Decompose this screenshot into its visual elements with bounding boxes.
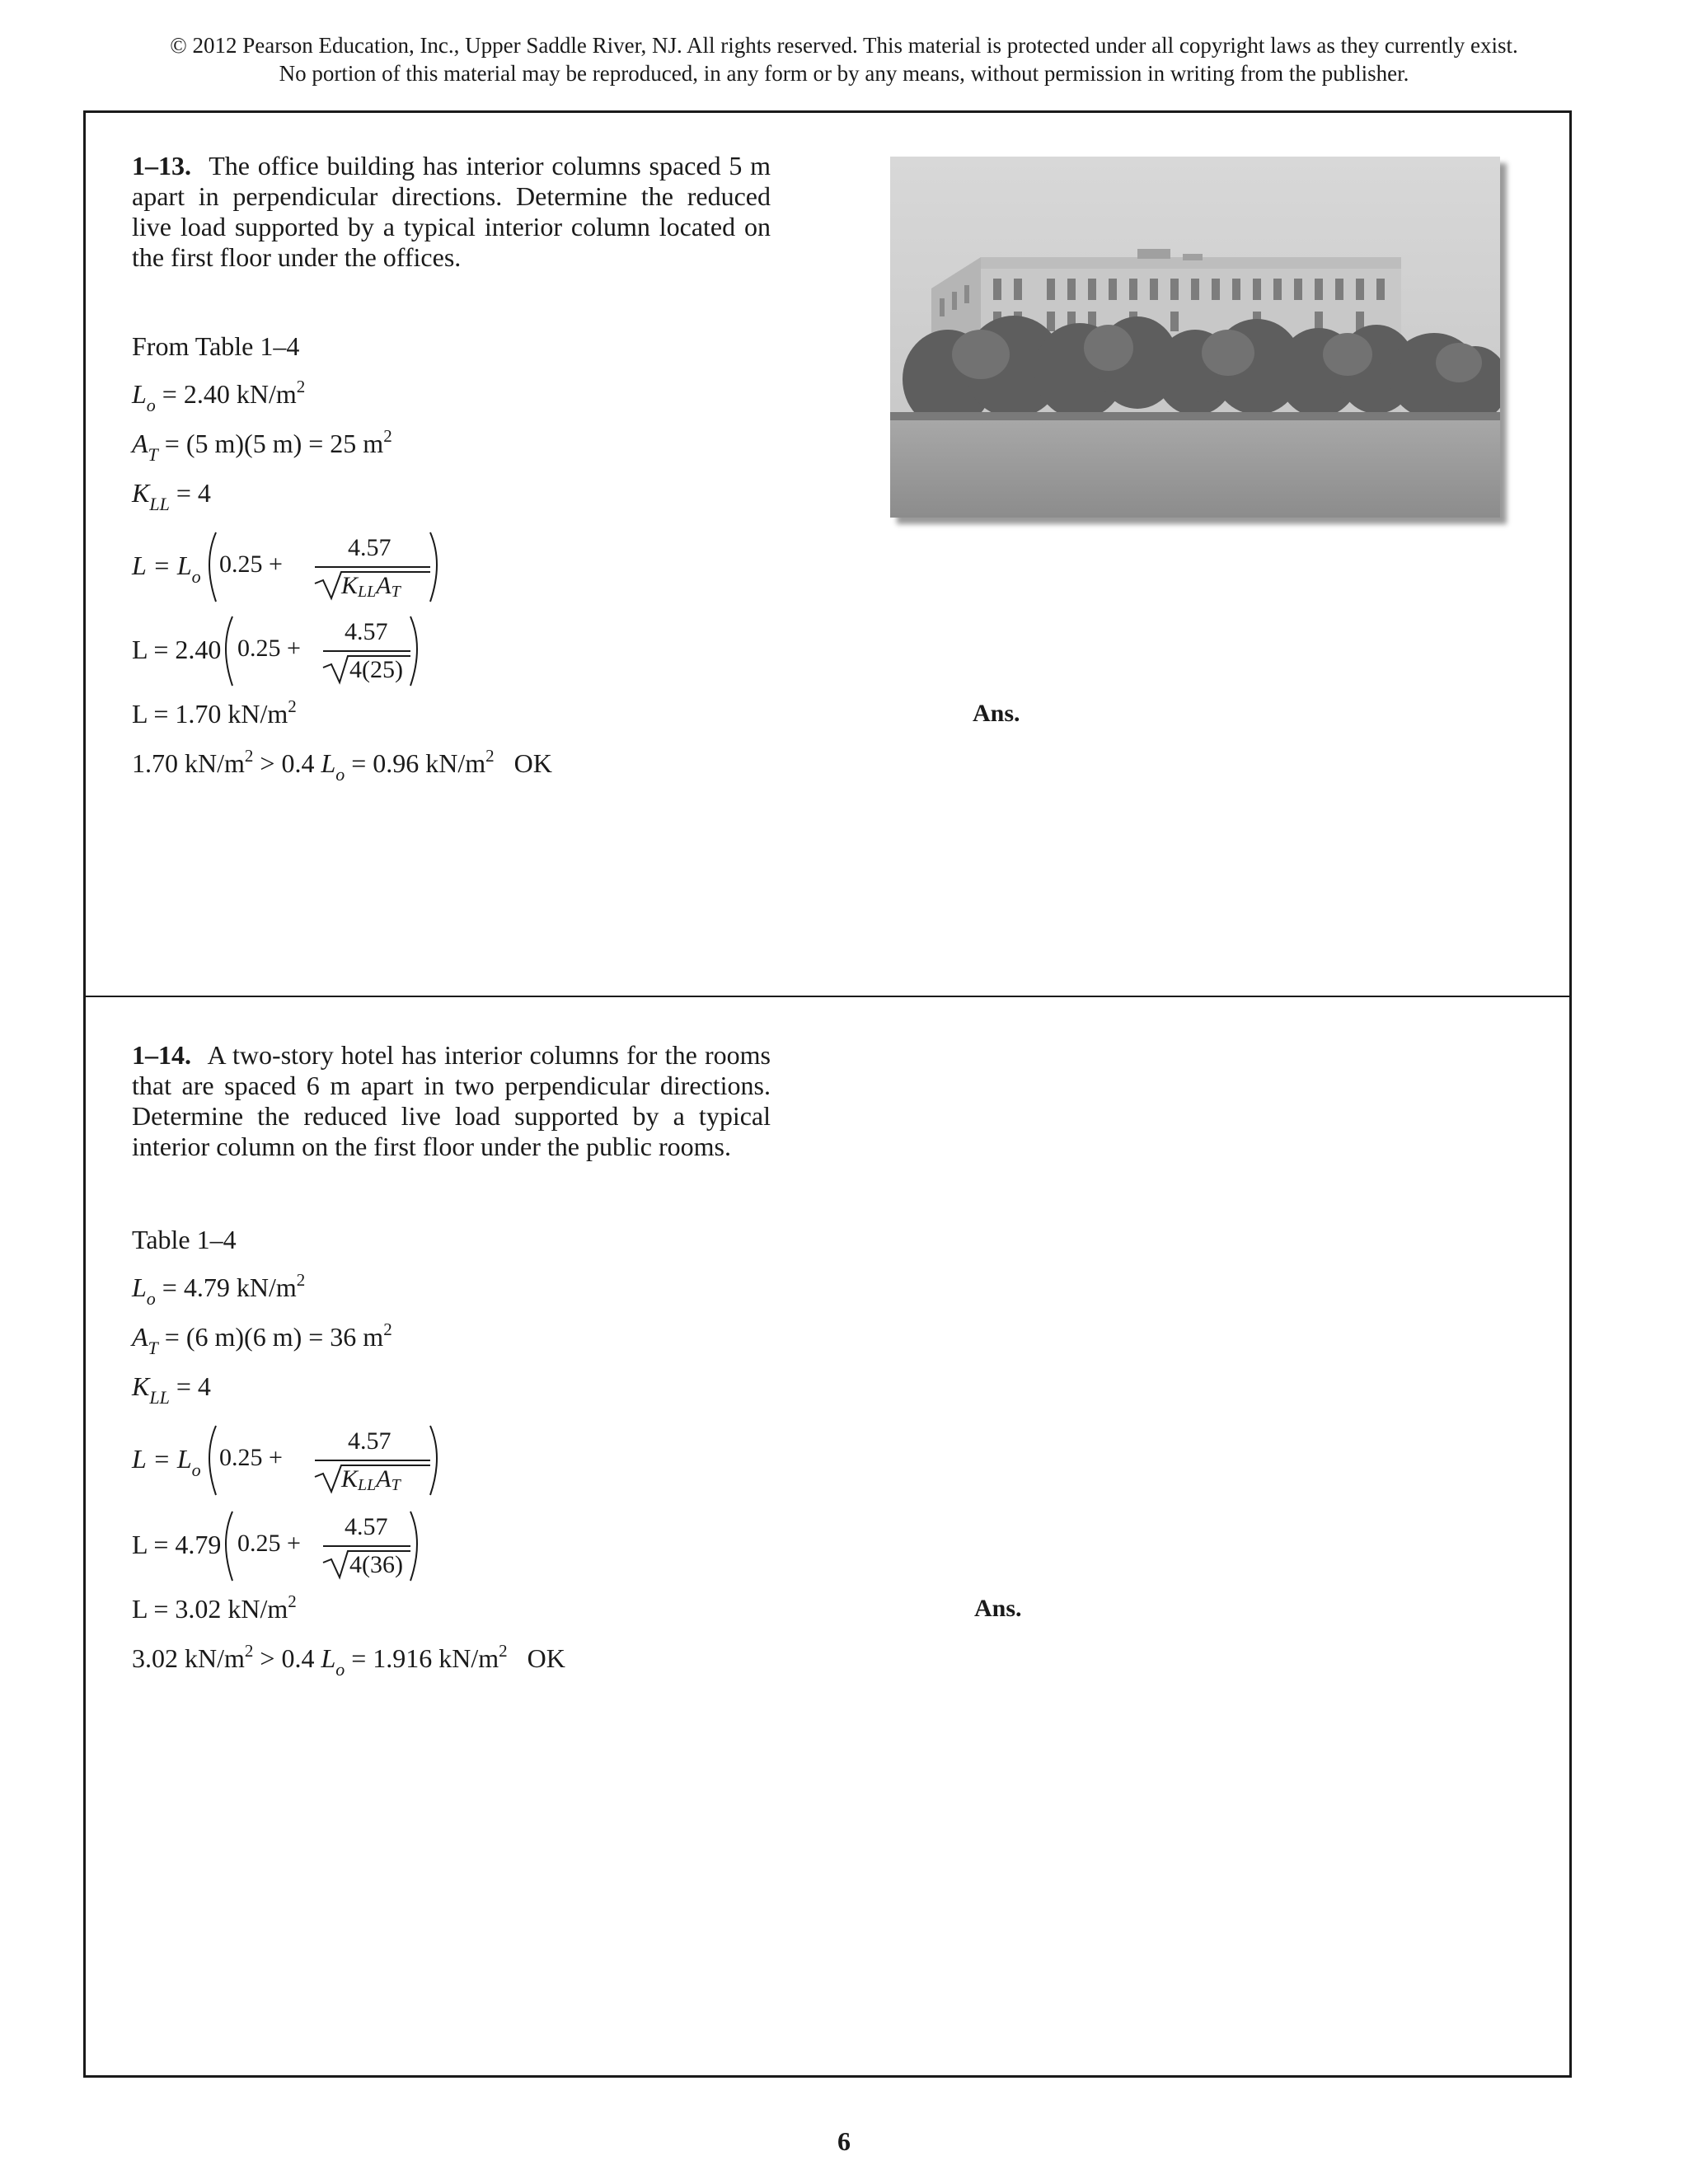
- problem-number: 1–13.: [132, 151, 191, 180]
- substituted-formula: L = 4.79 0.25 + 4.57 4(36): [132, 1505, 478, 1587]
- reduced-load-formula: $L = L_o$ 0.25 + 4.57 KLLAT: [132, 526, 478, 608]
- substituted-formula: L = 2.40 0.25 + 4.57 4(25): [132, 610, 478, 692]
- problem-1-13-statement: [132, 151, 771, 273]
- formula-brackets: [132, 1419, 478, 1502]
- result-line: L = 1.70 $kN/m^2$: [132, 696, 297, 729]
- problem-number: 1–14.: [132, 1040, 191, 1070]
- check-line: 3.02 $kN/m^2 > 0.4$ $L_o = 1.916$ $kN/m^2$ OK: [132, 1641, 565, 1680]
- answer-label: Ans.: [973, 700, 1020, 727]
- kll-line: $K_{LL} = 4$: [132, 1371, 211, 1408]
- substituted-brackets: [132, 1505, 478, 1587]
- at-line: $A_T = (6$ m)(6 m) = 36 $m^2$: [132, 1319, 392, 1358]
- copyright-line-2: No portion of this material may be reproduced, in any form or by any means, without permission in writing from the publisher.: [279, 61, 1409, 86]
- formula-brackets: [132, 526, 478, 608]
- copyright-notice: [0, 31, 1688, 87]
- lo-line: $L_o = 4.79$ $kN/m^2$: [132, 1270, 306, 1309]
- substituted-brackets: [132, 610, 478, 692]
- lo-line: $L_o = 2.40$ $kN/m^2$: [132, 377, 306, 415]
- check-line: 1.70 $kN/m^2 > 0.4$ $L_o = 0.96$ $kN/m^2$ OK: [132, 746, 552, 785]
- result-line: L = 3.02 $kN/m^2$: [132, 1591, 297, 1624]
- office-building-photo: [890, 157, 1500, 518]
- reduced-load-formula: $L = L_o$ 0.25 + 4.57 KLLAT: [132, 1419, 478, 1502]
- answer-label: Ans.: [974, 1595, 1022, 1622]
- page-number: 6: [837, 2126, 851, 2156]
- table-reference: From Table 1–4: [132, 331, 300, 361]
- kll-line: $K_{LL} = 4$: [132, 478, 211, 514]
- problem-divider: [83, 996, 1572, 997]
- problem-text: A two-story hotel has interior columns for the rooms that are spaced 6 m apart in two perpendicular directions. Determine the reduced live load supported by a typical interior column on the first floor under the public rooms.: [132, 1040, 771, 1161]
- table-reference: Table 1–4: [132, 1225, 237, 1254]
- copyright-line-1: © 2012 Pearson Education, Inc., Upper Saddle River, NJ. All rights reserved. This material is protected under all copyright laws as they currently exist.: [170, 33, 1518, 58]
- problem-1-14-statement: [132, 1040, 771, 1162]
- at-line: $A_T = (5$ m)(5 m) = 25 $m^2$: [132, 426, 392, 465]
- problem-text: The office building has interior columns spaced 5 m apart in perpendicular directions. Determine the reduced live load supported by a typical interior column located on the first floor under the offices.: [132, 151, 771, 272]
